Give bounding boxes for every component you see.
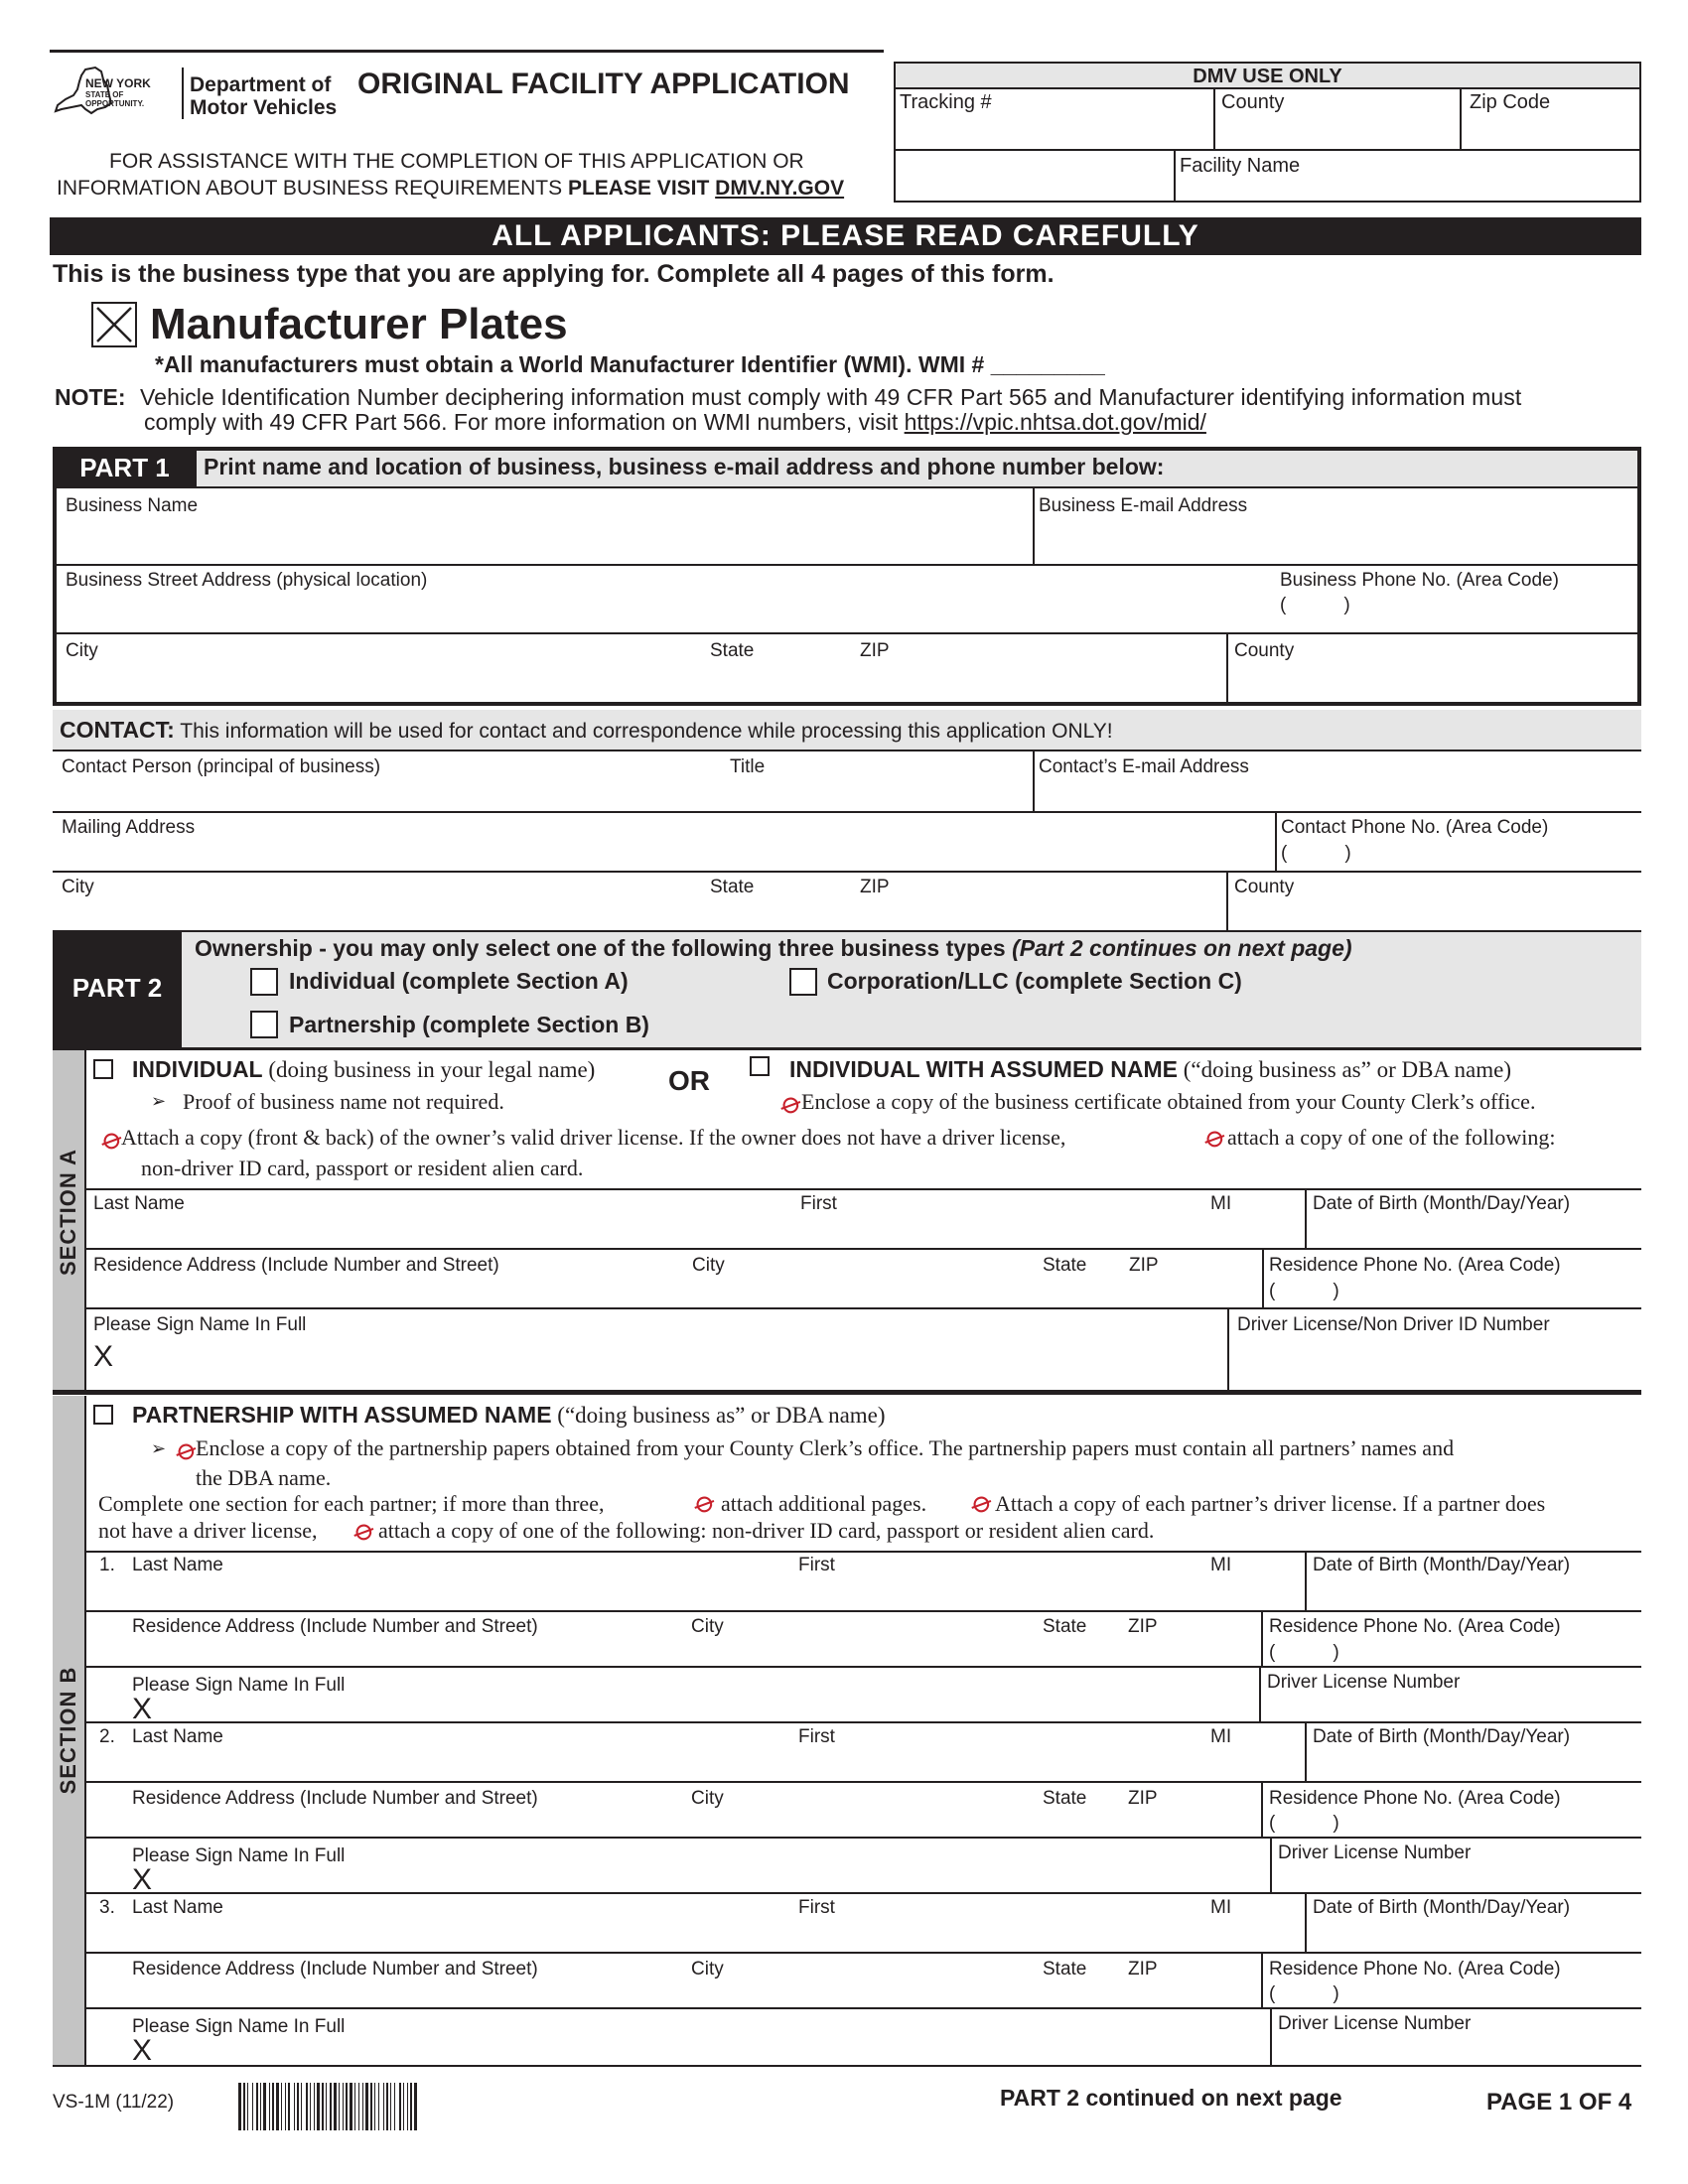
business-phone-label: Business Phone No. (Area Code) (1280, 570, 1559, 591)
assist-line2-bold: PLEASE VISIT (567, 177, 716, 200)
p1-city-label: City (66, 640, 98, 661)
barcode-bar (390, 2083, 391, 2130)
barcode-bar (350, 2083, 352, 2130)
logo-divider (182, 68, 184, 119)
note-line1: Vehicle Identification Number deciphering information must comply with 49 CFR Part 565 and Manufacturer identifying information must (140, 384, 1522, 410)
barcode-bar (334, 2083, 337, 2130)
b3-zip-label: ZIP (1128, 1959, 1158, 1979)
barcode-bar (326, 2083, 327, 2130)
b1-sign-label: Please Sign Name In Full (132, 1675, 346, 1696)
a-mi-label: MI (1210, 1193, 1232, 1214)
b3-rule-2 (86, 1952, 1641, 1954)
dmv-use-only-box (894, 62, 1641, 203)
individual-dba-checkbox[interactable] (750, 1056, 770, 1076)
b3-first-label: First (798, 1897, 835, 1918)
paperclip-icon: ⌀ (775, 1083, 807, 1124)
wmi-note: *All manufacturers must obtain a World Manufacturer Identifier (WMI). WMI # _________ (155, 351, 1105, 377)
attach-text-1a: Attach a copy (front & back) of the owner’s valid driver license. If the owner does not have a driver license, (121, 1125, 1066, 1150)
form-id: VS-1M (11/22) (53, 2092, 175, 2113)
barcode-bar (386, 2083, 388, 2130)
contact-text: This information will be used for contact and correspondence while processing this application ONLY! (174, 720, 1113, 743)
barcode-graphic (238, 2083, 586, 2130)
b1-rule-3 (86, 1666, 1641, 1668)
assist-line1: FOR ASSISTANCE WITH THE COMPLETION OF THIS APPLICATION OR (109, 150, 804, 173)
b1-first-label: First (798, 1555, 835, 1575)
barcode-bar (297, 2083, 299, 2130)
b1-dob-label: Date of Birth (Month/Day/Year) (1313, 1555, 1571, 1575)
b2-last-name-label: Last Name (132, 1726, 223, 1747)
a-dob-label: Date of Birth (Month/Day/Year) (1313, 1193, 1571, 1214)
b3-rule-3 (86, 2007, 1641, 2009)
b1-residence-label: Residence Address (Include Number and Street) (132, 1616, 538, 1637)
c-state-label: State (710, 877, 755, 897)
individual-heading-text: (doing business in your legal name) (262, 1057, 596, 1082)
proof-text: Proof of business name not required. (183, 1089, 504, 1114)
barcode-bar (358, 2083, 359, 2130)
partnership-option-label: Partnership (complete Section B) (289, 1012, 649, 1037)
barcode-bar (322, 2083, 324, 2130)
dmv-divider-3 (1174, 149, 1176, 203)
contact-phone-label: Contact Phone No. (Area Code) (1281, 817, 1549, 838)
paperclip-icon: ⌀ (96, 1119, 128, 1160)
b3-sign-label: Please Sign Name In Full (132, 2016, 346, 2037)
intro-text: This is the business type that you are applying for. Complete all 4 pages of this form. (53, 260, 1055, 288)
b-complete-c: Attach a copy of each partner’s driver license. If a partner does (995, 1491, 1546, 1516)
facility-name-label: Facility Name (1180, 155, 1301, 177)
a-div-1 (1305, 1188, 1307, 1248)
mailing-address-label: Mailing Address (62, 817, 196, 838)
part1-heading: Print name and location of business, business e-mail address and phone number below: (204, 454, 1165, 479)
b3-div-2 (1261, 1952, 1263, 2007)
barcode-bar (306, 2083, 308, 2130)
partnership-heading (132, 1402, 886, 1429)
corporation-option-label: Corporation/LLC (complete Section C) (827, 968, 1242, 994)
b2-div-2 (1261, 1781, 1263, 1837)
dmv-zip-label: Zip Code (1470, 91, 1551, 113)
b2-num: 2. (99, 1726, 115, 1747)
paperclip-icon: ⌀ (171, 1430, 203, 1470)
logo-line2: STATE OF (85, 90, 124, 99)
section-b-sidebar-rule (84, 1396, 86, 2067)
barcode-bar (272, 2083, 274, 2130)
corporation-option-checkbox[interactable] (789, 968, 817, 996)
a-rule-2 (86, 1248, 1641, 1250)
barcode-bar (378, 2083, 379, 2130)
b2-city-label: City (691, 1788, 724, 1809)
individual-dba-heading-bold: INDIVIDUAL WITH ASSUMED NAME (789, 1056, 1178, 1082)
barcode-bar (410, 2083, 412, 2130)
p1-rule-1 (57, 564, 1637, 566)
b3-div-3 (1270, 2007, 1272, 2065)
individual-option-checkbox[interactable] (250, 968, 278, 996)
p1-state-label: State (710, 640, 755, 661)
a-license-label: Driver License/Non Driver ID Number (1237, 1314, 1550, 1335)
barcode-bar (310, 2083, 311, 2130)
barcode-bar (260, 2083, 261, 2130)
contact-heading (60, 717, 1113, 744)
a-bottom-rule (53, 1390, 1641, 1395)
nhtsa-link[interactable]: https://vpic.nhtsa.dot.gov/mid/ (904, 409, 1206, 435)
b3-mi-label: MI (1210, 1897, 1232, 1918)
a-last-name-label: Last Name (93, 1193, 185, 1214)
attach-text-1b: attach a copy of one of the following: (1227, 1125, 1556, 1150)
agency-line1: Department of (190, 73, 332, 96)
a-div-3 (1227, 1307, 1229, 1390)
dmv-box-title: DMV USE ONLY (1193, 66, 1342, 87)
business-phone-paren: ( ) (1280, 595, 1350, 615)
b1-license-label: Driver License Number (1267, 1672, 1461, 1693)
individual-checkbox[interactable] (93, 1059, 113, 1079)
a-rule-3 (86, 1307, 1641, 1309)
contact-person-label: Contact Person (principal of business) (62, 756, 381, 777)
manufacturer-plates-checkbox[interactable] (91, 302, 137, 347)
b3-res-phone-label: Residence Phone No. (Area Code) (1269, 1959, 1561, 1979)
p1-div-2 (1226, 632, 1228, 702)
b3-state-label: State (1043, 1959, 1087, 1979)
part2-heading-text: Ownership - you may only select one of the following three business types (195, 935, 1013, 961)
paperclip-icon: ⌀ (349, 1510, 380, 1551)
arrow-icon: ➢ (151, 1091, 167, 1111)
contact-email-label: Contact’s E-mail Address (1039, 756, 1249, 777)
b2-first-label: First (798, 1726, 835, 1747)
a-zip-label: ZIP (1129, 1255, 1159, 1276)
a-res-phone-paren: ( ) (1269, 1281, 1339, 1301)
business-name-label: Business Name (66, 495, 199, 516)
enclose-text: Enclose a copy of the business certificate obtained from your County Clerk’s office. (801, 1089, 1536, 1114)
a-rule-1 (86, 1188, 1641, 1190)
b2-res-phone-paren: ( ) (1269, 1813, 1339, 1834)
business-name-field[interactable] (57, 508, 1030, 562)
dmv-divider-2 (1460, 89, 1462, 149)
b1-rule-2 (86, 1610, 1641, 1612)
barcode-bar (414, 2083, 417, 2130)
paperclip-icon: ⌀ (966, 1482, 998, 1523)
barcode-bar (243, 2083, 245, 2130)
part2-heading-note: (Part 2 continues on next page) (1012, 935, 1352, 961)
barcode (238, 2083, 586, 2130)
business-street-field[interactable] (57, 586, 1268, 631)
individual-heading (132, 1056, 595, 1083)
continued-note: PART 2 continued on next page (1000, 2085, 1342, 2111)
paperclip-icon: ⌀ (1199, 1117, 1231, 1158)
a-sign-x: X (93, 1340, 114, 1373)
a-state-label: State (1043, 1255, 1087, 1276)
b-complete-b: attach additional pages. (721, 1491, 927, 1516)
contact-phone-paren: ( ) (1281, 843, 1351, 864)
barcode-bar (330, 2083, 332, 2130)
b1-sign-x: X (132, 1693, 153, 1725)
a-residence-label: Residence Address (Include Number and Street) (93, 1255, 499, 1276)
c-county-label: County (1234, 877, 1295, 897)
barcode-bar (281, 2083, 282, 2130)
business-email-field[interactable] (1037, 508, 1636, 562)
p2-rule (53, 1047, 1641, 1050)
barcode-bar (294, 2083, 295, 2130)
banner-text: ALL APPLICANTS: PLEASE READ CAREFULLY (492, 219, 1199, 252)
b2-res-phone-label: Residence Phone No. (Area Code) (1269, 1788, 1561, 1809)
partnership-heading-bold: PARTNERSHIP WITH ASSUMED NAME (132, 1402, 552, 1428)
b1-num: 1. (99, 1555, 115, 1575)
b2-zip-label: ZIP (1128, 1788, 1158, 1809)
b-notdl-a: not have a driver license, (98, 1518, 318, 1543)
barcode-bar (288, 2083, 290, 2130)
b1-res-phone-label: Residence Phone No. (Area Code) (1269, 1616, 1561, 1637)
barcode-bar (269, 2083, 270, 2130)
a-city-label: City (692, 1255, 725, 1276)
a-div-2 (1262, 1248, 1264, 1307)
logo-line3: OPPORTUNITY. (85, 99, 145, 108)
barcode-bar (365, 2083, 368, 2130)
barcode-bar (263, 2083, 266, 2130)
tracking-label: Tracking # (900, 91, 992, 113)
partnership-option-checkbox[interactable] (250, 1011, 278, 1038)
barcode-bar (383, 2083, 384, 2130)
b1-city-label: City (691, 1616, 724, 1637)
b1-zip-label: ZIP (1128, 1616, 1158, 1637)
c-div-1 (1033, 751, 1035, 811)
note-line2-text: comply with 49 CFR Part 566. For more information on WMI numbers, visit (144, 409, 905, 435)
part1-label: PART 1 (79, 453, 170, 482)
barcode-bar (362, 2083, 363, 2130)
b-complete-a: Complete one section for each partner; if more than three, (98, 1491, 605, 1516)
barcode-bar (314, 2083, 315, 2130)
b2-rule-top (86, 1721, 1641, 1723)
barcode-bar (238, 2083, 241, 2130)
b3-res-phone-paren: ( ) (1269, 1983, 1339, 2004)
individual-dba-heading (789, 1056, 1511, 1083)
contact-label: CONTACT: (60, 717, 175, 743)
b2-state-label: State (1043, 1788, 1087, 1809)
partnership-dba-checkbox[interactable] (93, 1405, 113, 1425)
b1-rule-top (86, 1551, 1641, 1553)
dmv-divider-1 (1213, 89, 1215, 149)
p1-rule-2 (57, 632, 1637, 634)
part2-heading (195, 935, 1352, 962)
barcode-bar (354, 2083, 355, 2130)
business-street-label: Business Street Address (physical location) (66, 570, 428, 591)
b1-div-3 (1259, 1666, 1261, 1721)
assist-line2-text: INFORMATION ABOUT BUSINESS REQUIREMENTS (57, 177, 568, 200)
b2-div-1 (1305, 1721, 1307, 1781)
b1-div-2 (1261, 1610, 1263, 1666)
barcode-bar (346, 2083, 348, 2130)
b2-sign-label: Please Sign Name In Full (132, 1845, 346, 1866)
b3-dob-label: Date of Birth (Month/Day/Year) (1313, 1897, 1571, 1918)
barcode-bar (370, 2083, 372, 2130)
note-line2 (144, 409, 1206, 436)
c-zip-label: ZIP (860, 877, 890, 897)
p1-div-1 (1033, 488, 1035, 564)
b3-city-label: City (691, 1959, 724, 1979)
barcode-bar (317, 2083, 320, 2130)
dmv-website-link[interactable]: DMV.NY.GOV (715, 177, 845, 200)
part2-label: PART 2 (71, 973, 163, 1003)
barcode-bar (256, 2083, 258, 2130)
paperclip-icon: ⌀ (689, 1482, 721, 1523)
logo-line1: NEW YORK (85, 76, 151, 90)
b2-sign-x: X (132, 1863, 153, 1896)
note-label: NOTE: (55, 384, 126, 410)
b1-div-1 (1305, 1551, 1307, 1610)
or-label: OR (668, 1065, 710, 1096)
b3-residence-label: Residence Address (Include Number and Street) (132, 1959, 538, 1979)
section-b-label: SECTION B (56, 1666, 80, 1795)
c-rule-1 (53, 811, 1641, 813)
barcode-bar (252, 2083, 253, 2130)
a-res-phone-label: Residence Phone No. (Area Code) (1269, 1255, 1561, 1276)
b-enclose-line1: Enclose a copy of the partnership papers obtained from your County Clerk’s office. The partnership papers must contain all partners’ names and (196, 1435, 1455, 1460)
c-div-3 (1226, 871, 1228, 930)
a-first-label: First (800, 1193, 837, 1214)
barcode-bar (343, 2083, 344, 2130)
b2-rule-2 (86, 1781, 1641, 1783)
b2-rule-3 (86, 1837, 1641, 1839)
page-number: PAGE 1 OF 4 (1486, 2089, 1632, 2116)
business-type-title: Manufacturer Plates (150, 300, 568, 348)
dmv-row-rule (896, 149, 1639, 151)
b3-rule-top (86, 1892, 1641, 1894)
dmv-county-label: County (1221, 91, 1285, 113)
individual-dba-heading-text: (“doing business as” or DBA name) (1178, 1057, 1511, 1082)
barcode-bar (394, 2083, 395, 2130)
b3-num: 3. (99, 1897, 115, 1918)
b3-license-label: Driver License Number (1278, 2013, 1472, 2034)
barcode-bar (374, 2083, 375, 2130)
c-div-2 (1275, 811, 1277, 871)
b2-dob-label: Date of Birth (Month/Day/Year) (1313, 1726, 1571, 1747)
form-title: ORIGINAL FACILITY APPLICATION (357, 68, 850, 100)
partnership-heading-text: (“doing business as” or DBA name) (551, 1403, 886, 1428)
individual-option-label: Individual (complete Section A) (289, 968, 629, 994)
ny-state-logo (52, 66, 181, 125)
a-sign-label: Please Sign Name In Full (93, 1314, 307, 1335)
barcode-bar (301, 2083, 302, 2130)
barcode-bar (339, 2083, 340, 2130)
b3-div-1 (1305, 1892, 1307, 1952)
b-bottom-rule (53, 2065, 1641, 2067)
attach-text-2: non-driver ID card, passport or resident alien card. (141, 1156, 584, 1180)
a-signature-field[interactable] (129, 1338, 1221, 1384)
b1-last-name-label: Last Name (132, 1555, 223, 1575)
c-city-label: City (62, 877, 94, 897)
section-a-sidebar-rule (84, 1050, 86, 1393)
b2-residence-label: Residence Address (Include Number and Street) (132, 1788, 538, 1809)
header-top-rule (50, 50, 884, 53)
barcode-bar (285, 2083, 286, 2130)
b2-mi-label: MI (1210, 1726, 1232, 1747)
section-a-label: SECTION A (56, 1149, 80, 1276)
business-email-label: Business E-mail Address (1039, 495, 1248, 516)
b-enclose-line2: the DBA name. (196, 1465, 332, 1490)
agency-line2: Motor Vehicles (190, 96, 338, 119)
b1-res-phone-paren: ( ) (1269, 1642, 1339, 1663)
arrow-icon: ➢ (151, 1438, 167, 1458)
p1-zip-label: ZIP (860, 640, 890, 661)
p1-county-label: County (1234, 640, 1295, 661)
b3-last-name-label: Last Name (132, 1897, 223, 1918)
b1-state-label: State (1043, 1616, 1087, 1637)
barcode-bar (399, 2083, 401, 2130)
b1-mi-label: MI (1210, 1555, 1232, 1575)
b-notdl-b: attach a copy of one of the following: non-driver ID card, passport or resident alien card. (378, 1518, 1155, 1543)
barcode-bar (407, 2083, 408, 2130)
barcode-bar (403, 2083, 404, 2130)
assist-line2 (57, 177, 844, 201)
b2-div-3 (1270, 1837, 1272, 1892)
individual-heading-bold: INDIVIDUAL (132, 1056, 263, 1082)
b2-license-label: Driver License Number (1278, 1843, 1472, 1863)
barcode-bar (276, 2083, 279, 2130)
b3-sign-x: X (132, 2034, 153, 2067)
contact-title-label: Title (730, 756, 766, 777)
c-rule-2 (53, 871, 1641, 873)
barcode-bar (247, 2083, 248, 2130)
checked-x-icon (93, 304, 135, 345)
